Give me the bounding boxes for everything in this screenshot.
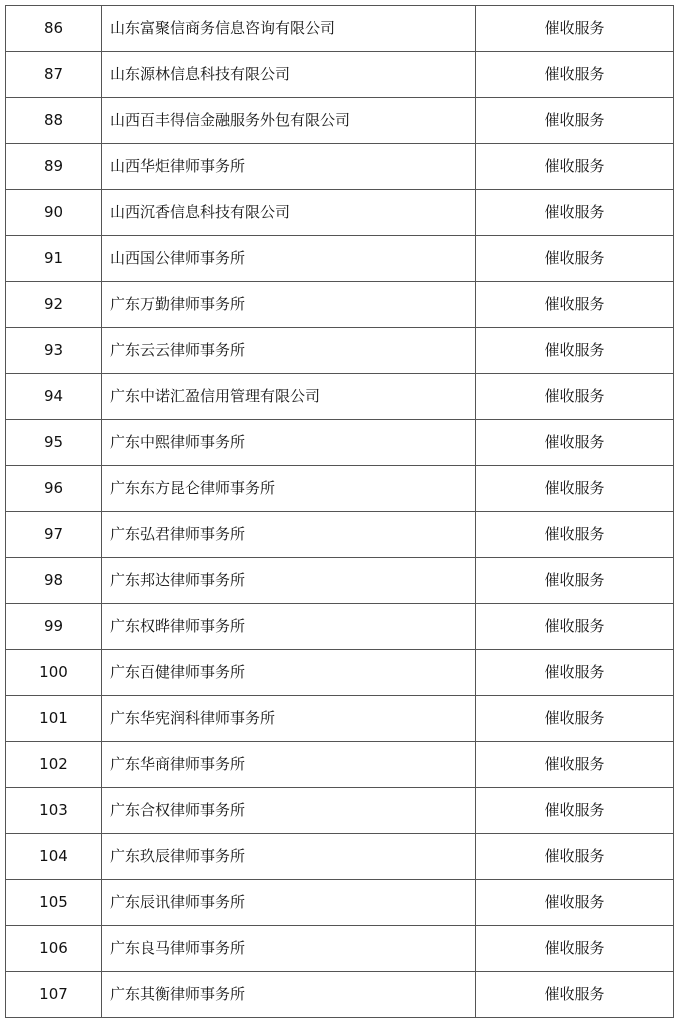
- table-row: [6, 788, 674, 834]
- institution-name-cell: 广东华宪润科律师事务所: [102, 696, 476, 742]
- service-type-cell: 催收服务: [476, 98, 674, 144]
- service-type-cell: 催收服务: [476, 880, 674, 926]
- service-type-cell: 催收服务: [476, 742, 674, 788]
- row-number-cell: 99: [6, 604, 102, 650]
- institution-name-cell: 广东玖辰律师事务所: [102, 834, 476, 880]
- institution-name-cell: 广东万勤律师事务所: [102, 282, 476, 328]
- institution-name-cell: 广东邦达律师事务所: [102, 558, 476, 604]
- row-number-cell: 93: [6, 328, 102, 374]
- institution-name-cell: 山西百丰得信金融服务外包有限公司: [102, 98, 476, 144]
- row-number-cell: 89: [6, 144, 102, 190]
- service-type-cell: 催收服务: [476, 558, 674, 604]
- institution-name-cell: 广东权晔律师事务所: [102, 604, 476, 650]
- row-number-cell: 105: [6, 880, 102, 926]
- table-row: [6, 972, 674, 1018]
- institution-name-cell: 山西沉香信息科技有限公司: [102, 190, 476, 236]
- row-number-cell: 102: [6, 742, 102, 788]
- table-row: [6, 190, 674, 236]
- institution-name-cell: 山西华炬律师事务所: [102, 144, 476, 190]
- row-number-cell: 91: [6, 236, 102, 282]
- row-number-cell: 97: [6, 512, 102, 558]
- table-row: [6, 420, 674, 466]
- row-number-cell: 95: [6, 420, 102, 466]
- service-type-cell: 催收服务: [476, 972, 674, 1018]
- table-row: [6, 604, 674, 650]
- service-type-cell: 催收服务: [476, 6, 674, 52]
- service-type-cell: 催收服务: [476, 236, 674, 282]
- row-number-cell: 86: [6, 6, 102, 52]
- service-type-cell: 催收服务: [476, 512, 674, 558]
- row-number-cell: 103: [6, 788, 102, 834]
- table-row: [6, 696, 674, 742]
- institution-name-cell: 广东云云律师事务所: [102, 328, 476, 374]
- table-row: [6, 374, 674, 420]
- table-row: [6, 52, 674, 98]
- institution-name-cell: 广东中诺汇盈信用管理有限公司: [102, 374, 476, 420]
- table-row: [6, 558, 674, 604]
- service-type-cell: 催收服务: [476, 696, 674, 742]
- row-number-cell: 92: [6, 282, 102, 328]
- table-row: [6, 650, 674, 696]
- table-body: [6, 6, 674, 1018]
- service-type-cell: 催收服务: [476, 144, 674, 190]
- institution-name-cell: 广东弘君律师事务所: [102, 512, 476, 558]
- service-type-cell: 催收服务: [476, 604, 674, 650]
- row-number-cell: 90: [6, 190, 102, 236]
- row-number-cell: 98: [6, 558, 102, 604]
- row-number-cell: 107: [6, 972, 102, 1018]
- service-type-cell: 催收服务: [476, 788, 674, 834]
- service-type-cell: 催收服务: [476, 420, 674, 466]
- table-row: [6, 144, 674, 190]
- table-row: [6, 742, 674, 788]
- row-number-cell: 101: [6, 696, 102, 742]
- service-type-cell: 催收服务: [476, 282, 674, 328]
- institution-name-cell: 广东其衡律师事务所: [102, 972, 476, 1018]
- institution-name-cell: 广东合权律师事务所: [102, 788, 476, 834]
- institution-name-cell: 广东百健律师事务所: [102, 650, 476, 696]
- row-number-cell: 88: [6, 98, 102, 144]
- row-number-cell: 100: [6, 650, 102, 696]
- institution-name-cell: 广东中熙律师事务所: [102, 420, 476, 466]
- institution-name-cell: 山西国公律师事务所: [102, 236, 476, 282]
- institution-name-cell: 山东富聚信商务信息咨询有限公司: [102, 6, 476, 52]
- institution-name-cell: 广东良马律师事务所: [102, 926, 476, 972]
- table-row: [6, 512, 674, 558]
- service-type-cell: 催收服务: [476, 374, 674, 420]
- table-row: [6, 282, 674, 328]
- table-row: [6, 926, 674, 972]
- service-type-cell: 催收服务: [476, 190, 674, 236]
- row-number-cell: 104: [6, 834, 102, 880]
- service-type-cell: 催收服务: [476, 926, 674, 972]
- institution-name-cell: 广东华商律师事务所: [102, 742, 476, 788]
- row-number-cell: 96: [6, 466, 102, 512]
- table-row: [6, 466, 674, 512]
- table-row: [6, 880, 674, 926]
- table-row: [6, 98, 674, 144]
- service-type-cell: 催收服务: [476, 466, 674, 512]
- table-row: [6, 834, 674, 880]
- institution-table: [5, 5, 674, 1018]
- institution-table-container: [5, 5, 674, 1018]
- service-type-cell: 催收服务: [476, 650, 674, 696]
- service-type-cell: 催收服务: [476, 52, 674, 98]
- row-number-cell: 94: [6, 374, 102, 420]
- row-number-cell: 106: [6, 926, 102, 972]
- table-row: [6, 6, 674, 52]
- service-type-cell: 催收服务: [476, 328, 674, 374]
- institution-name-cell: 广东辰讯律师事务所: [102, 880, 476, 926]
- row-number-cell: 87: [6, 52, 102, 98]
- institution-name-cell: 山东源林信息科技有限公司: [102, 52, 476, 98]
- institution-name-cell: 广东东方昆仑律师事务所: [102, 466, 476, 512]
- table-row: [6, 328, 674, 374]
- service-type-cell: 催收服务: [476, 834, 674, 880]
- table-row: [6, 236, 674, 282]
